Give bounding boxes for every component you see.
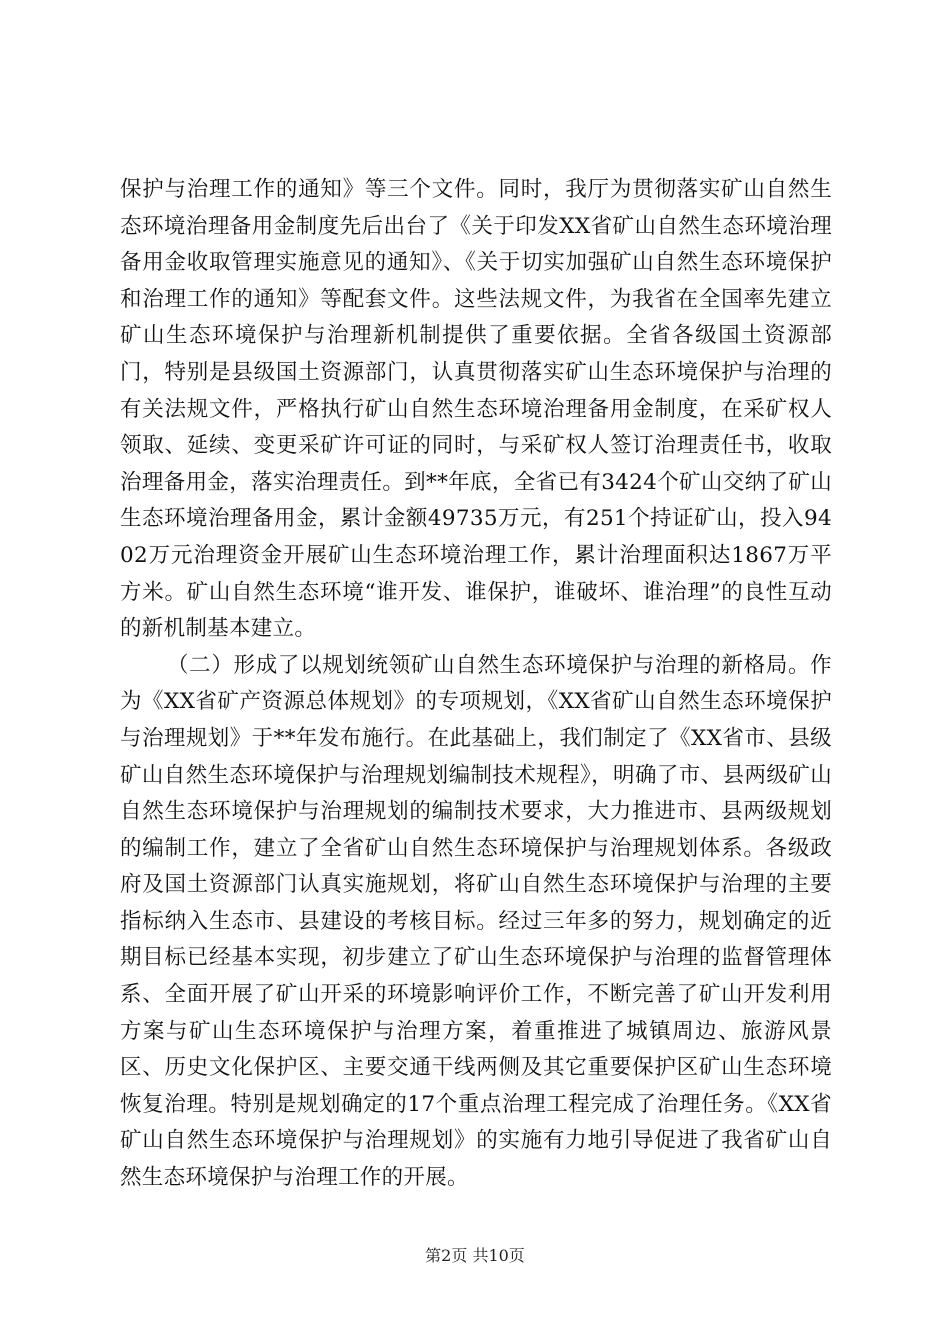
paragraph-continuation: 保护与治理工作的通知》等三个文件。同时，我厅为贯彻落实矿山自然生态环境治理备用金制度先后出台了《关于印发XX省矿山自然生态环境治理备用金收取管理实施意见的通知》、《关于切实加强矿山自然生态环境保护和治理工作的通知》等配套文件。这些法规文件，为我省在全国率先建立矿山生态环境保护与治理新机制提供了重要依据。全省各级国土资源部门，特别是县级国土资源部门，认真贯彻落实矿山生态环境保护与治理的有关法规文件，严格执行矿山自然生态环境治理备用金制度，在采矿权人领取、延续、变更采矿许可证的同时，与采矿权人签订治理责任书，收取治理备用金，落实治理责任。到**年底，全省已有3424个矿山交纳了矿山生态环境治理备用金，累计金额49735万元，有251个持证矿山，投入9402万元治理资金开展矿山生态环境治理工作，累计治理面积达1867万平方米。矿山自然生态环境“谁开发、谁保护，谁破坏、谁治理”的良性互动的新机制基本建立。 [120,177,832,642]
page-number-footer: 第2页 共10页 [425,1246,525,1265]
paragraph-section-two: （二）形成了以规划统领矿山自然生态环境保护与治理的新格局。作为《XX省矿产资源总体规划》的专项规划，《XX省矿山自然生态环境保护与治理规划》于**年发布施行。在此基础上，我们制定了《XX省市、县级矿山自然生态环境保护与治理规划编制技术规程》，明确了市、县两级矿山自然生态环境保护与治理规划的编制技术要求，大力推进市、县两级规划的编制工作，建立了全省矿山自然生态环境保护与治理规划体系。各级政府及国土资源部门认真实施规划，将矿山自然生态环境保护与治理的主要指标纳入生态市、县建设的考核目标。经过三年多的努力，规划确定的近期目标已经基本实现，初步建立了矿山生态环境保护与治理的监督管理体系、全面开展了矿山开采的环境影响评价工作，不断完善了矿山开发利用方案与矿山生态环境保护与治理方案，着重推进了城镇周边、旅游风景区、历史文化保护区、主要交通干线两侧及其它重要保护区矿山生态环境恢复治理。特别是规划确定的17个重点治理工程完成了治理任务。《XX省矿山自然生态环境保护与治理规划》的实施有力地引导促进了我省矿山自然生态环境保护与治理工作的开展。 [120,652,832,1191]
document-body [120,172,832,1197]
